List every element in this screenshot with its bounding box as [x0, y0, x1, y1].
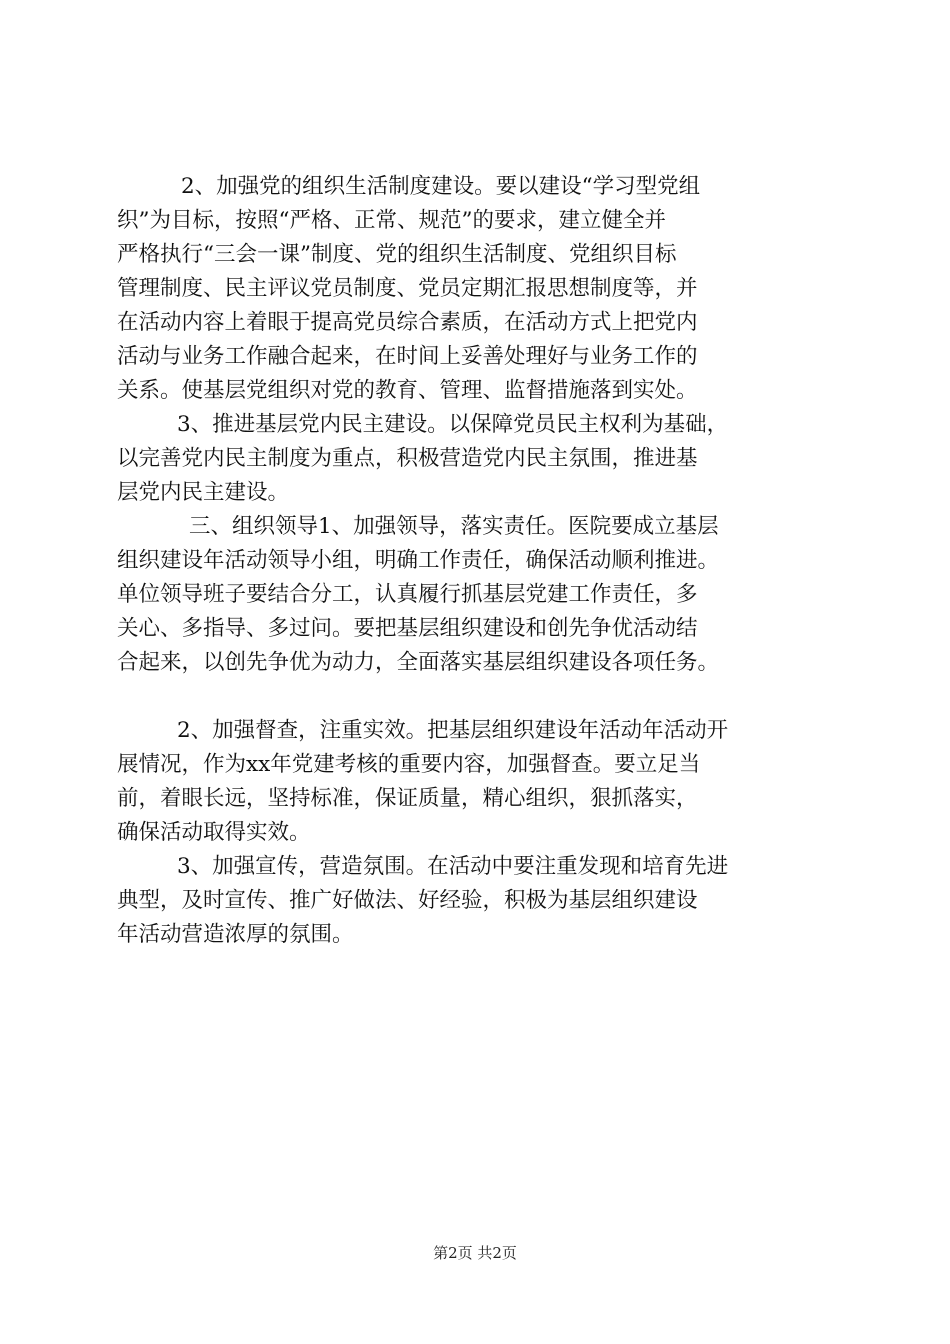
text-line: 展情况，作为xx年党建考核的重要内容，加强督查。要立足当 [117, 752, 701, 777]
text-line: 织”为目标，按照“严格、正常、规范”的要求，建立健全并 [117, 208, 666, 233]
text-line: 合起来，以创先争优为动力，全面落实基层组织建设各项任务。 [117, 650, 720, 675]
text-line: 2、加强督查，注重实效。把基层组织建设年活动年活动开 [177, 718, 729, 743]
text-line: 年活动营造浓厚的氛围。 [117, 922, 354, 947]
paragraph-supervision [117, 714, 837, 850]
text-line: 三、组织领导1、加强领导，落实责任。医院要成立基层 [189, 514, 719, 539]
text-line: 典型，及时宣传、推广好做法、好经验，积极为基层组织建设 [117, 888, 698, 913]
text-line: 活动与业务工作融合起来，在时间上妥善处理好与业务工作的 [117, 344, 698, 369]
text-line: 关心、多指导、多过问。要把基层组织建设和创先争优活动结 [117, 616, 698, 641]
paragraph-spacer [117, 680, 837, 714]
paragraph-inner-party-democracy [117, 408, 837, 510]
text-line: 确保活动取得实效。 [117, 820, 311, 845]
text-line: 管理制度、民主评议党员制度、党员定期汇报思想制度等，并 [117, 276, 698, 301]
text-line: 层党内民主建设。 [117, 480, 290, 505]
text-line: 单位领导班子要结合分工，认真履行抓基层党建工作责任，多 [117, 582, 698, 607]
text-line: 2、加强党的组织生活制度建设。要以建设“学习型党组 [181, 174, 701, 199]
text-line: 以完善党内民主制度为重点，积极营造党内民主氛围，推进基 [117, 446, 698, 471]
text-line: 组织建设年活动领导小组，明确工作责任，确保活动顺利推进。 [117, 548, 720, 573]
page-footer: 第2页 共2页 [433, 1244, 517, 1262]
paragraph-organization-life [117, 170, 837, 408]
paragraph-publicity [117, 850, 837, 952]
text-line: 前，着眼长远，坚持标准，保证质量，精心组织，狠抓落实， [117, 786, 698, 811]
text-line: 3、推进基层党内民主建设。以保障党员民主权利为基础， [177, 412, 729, 437]
text-line: 关系。使基层党组织对党的教育、管理、监督措施落到实处。 [117, 378, 698, 403]
text-line: 严格执行“三会一课”制度、党的组织生活制度、党组织目标 [117, 242, 677, 267]
text-line: 在活动内容上着眼于提高党员综合素质，在活动方式上把党内 [117, 310, 698, 335]
paragraph-organizational-leadership [117, 510, 837, 680]
text-line: 3、加强宣传，营造氛围。在活动中要注重发现和培育先进 [177, 854, 729, 879]
body-text [117, 170, 837, 952]
